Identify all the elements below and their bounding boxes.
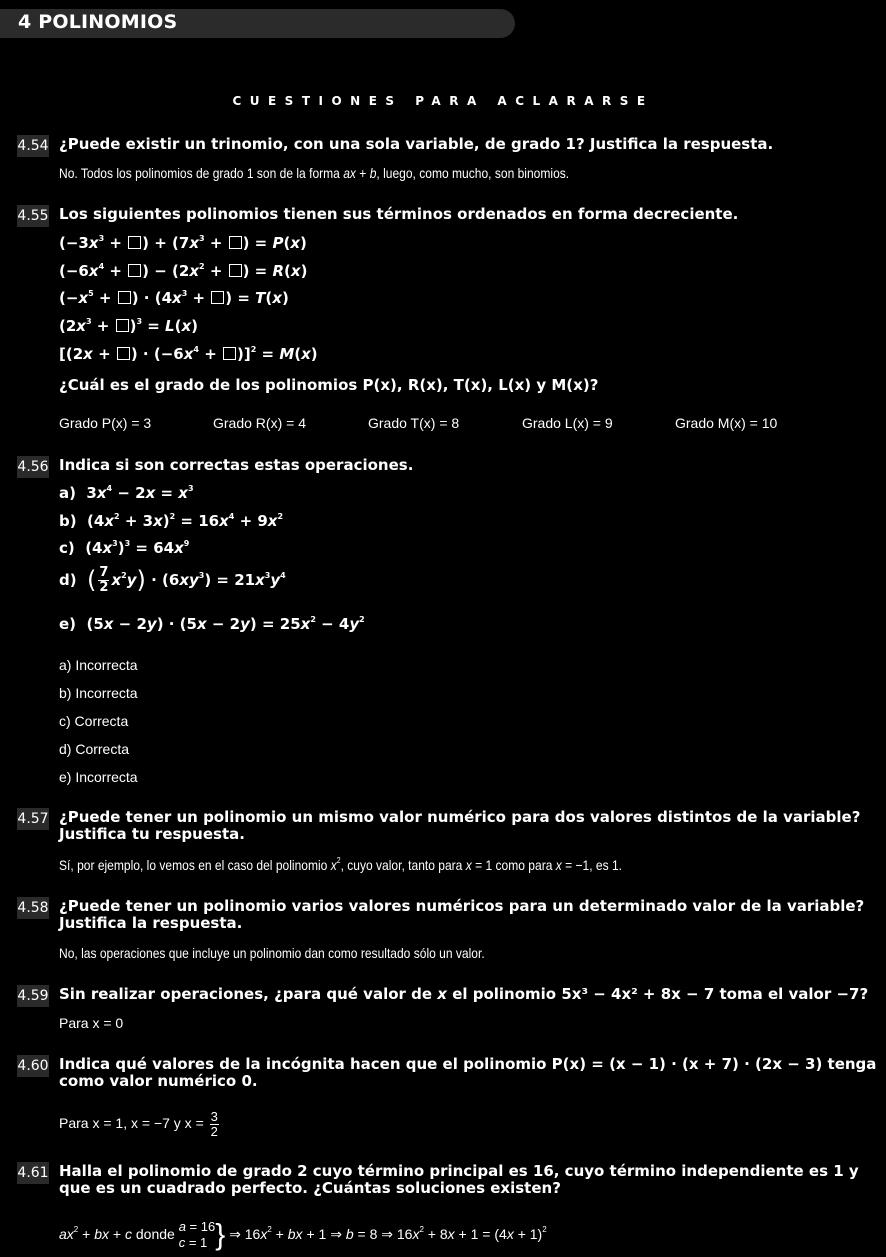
question-text: ¿Puede tener un polinomio un mismo valor numérico para dos valores distintos de la variable? Justifica tu respuesta. bbox=[59, 808, 861, 843]
answer-b: b) Incorrecta bbox=[59, 685, 138, 701]
answer-d: d) Correcta bbox=[59, 741, 130, 757]
question-text-2: ¿Cuál es el grado de los polinomios P(x), R(x), T(x), L(x) y M(x)? bbox=[59, 376, 599, 394]
operation-c: c) $(4x^3)^3 = 64x^9$ bbox=[59, 539, 190, 557]
question-text: ¿Puede tener un polinomio varios valores numéricos para un determinado valor de la variable? Justifica la respuesta. bbox=[59, 897, 865, 932]
question-number: 4.55 bbox=[17, 205, 49, 227]
expression-3: ($-x^5$ + ) · ($4x^3$ + ) = T(x) bbox=[59, 289, 289, 307]
operation-d: d) ( $\frac{7}{2}$ $x^2y) \cdot (6xy^3) = 21x^3y^4$ bbox=[59, 565, 286, 595]
question-text: Halla el polinomio de grado 2 cuyo término principal es 16, cuyo término independiente es 1 y que es un cuadrado perfecto. ¿Cuántas soluciones existen? bbox=[59, 1162, 859, 1197]
answer-e: e) Incorrecta bbox=[59, 769, 138, 785]
question-number: 4.60 bbox=[17, 1055, 49, 1077]
answer: No, las operaciones que incluye un polinomio dan como resultado sólo un valor. bbox=[59, 945, 485, 961]
question-number: 4.54 bbox=[17, 135, 49, 157]
answer: Para x = 0 bbox=[59, 1015, 124, 1031]
expression-2: ($-6x^4$ + ) − ($2x^2$ + ) = R(x) bbox=[59, 262, 308, 280]
question-number: 4.56 bbox=[17, 456, 49, 478]
question-number: 4.59 bbox=[17, 985, 49, 1007]
operation-a: a) $3x^4 - 2x = x^3$ bbox=[59, 484, 194, 502]
operation-b: b) $(4x^2 + 3x)^2 = 16x^4 + 9x^2$ bbox=[59, 512, 284, 530]
grado-l: Grado L(x) = 9 bbox=[522, 415, 613, 431]
question-text: Los siguientes polinomios tienen sus términos ordenados en forma decreciente. bbox=[59, 205, 739, 223]
expression-4: $(2x^3 + )^3 = L(x)$ bbox=[59, 317, 198, 335]
question-text: ¿Puede existir un trinomio, con una sola variable, de grado 1? Justifica la respuesta. bbox=[59, 135, 774, 153]
answer: $ax^2$ + bx + c donde a = 16 c = 1 } ⇒ $16x^2$ + bx + 1 ⇒ b = 8 ⇒ $16x^2 + 8x + 1 = (4x + 1)^2$ bbox=[59, 1218, 547, 1252]
operation-e: e) $(5x - 2y) \cdot (5x - 2y) = 25x^2 - 4y^2$ bbox=[59, 615, 365, 633]
answer-a: a) Incorrecta bbox=[59, 657, 138, 673]
answer: Para x = 1, x = −7 y x = $\frac{3}{2}$ bbox=[59, 1108, 218, 1139]
question-number: 4.57 bbox=[17, 808, 49, 830]
expression-1: ($-3x^3$ + ) + ($7x^3$ + ) = P(x) bbox=[59, 234, 307, 252]
answer: No. Todos los polinomios de grado 1 son de la forma ax + b, luego, como mucho, son binomios. bbox=[59, 165, 570, 181]
section-title: CUESTIONES PARA ACLARARSE bbox=[232, 94, 654, 108]
question-text: Indica si son correctas estas operaciones. bbox=[59, 456, 414, 474]
degree-answers bbox=[59, 414, 859, 434]
grado-m: Grado M(x) = 10 bbox=[675, 415, 778, 431]
grado-t: Grado T(x) = 8 bbox=[368, 415, 460, 431]
question-text: Sin realizar operaciones, ¿para qué valor de x el polinomio 5x³ − 4x² + 8x − 7 toma el valor −7? bbox=[59, 985, 869, 1003]
answer: Sí, por ejemplo, lo vemos en el caso del polinomio $x^2$, cuyo valor, tanto para x = 1 como para x = −1, es 1. bbox=[59, 856, 623, 873]
question-number: 4.61 bbox=[17, 1162, 49, 1184]
question-text: Indica qué valores de la incógnita hacen que el polinomio P(x) = (x − 1) · (x + 7) · (2x − 3) tenga como valor numérico 0. bbox=[59, 1055, 877, 1090]
answer-c: c) Correcta bbox=[59, 713, 129, 729]
chapter-title: 4 POLINOMIOS bbox=[18, 11, 178, 33]
question-number: 4.58 bbox=[17, 897, 49, 919]
grado-p: Grado P(x) = 3 bbox=[59, 415, 152, 431]
expression-5: [(2x + ) · $(-6x^4 + )]^2 = M(x)$ bbox=[59, 345, 318, 363]
grado-r: Grado R(x) = 4 bbox=[213, 415, 306, 431]
